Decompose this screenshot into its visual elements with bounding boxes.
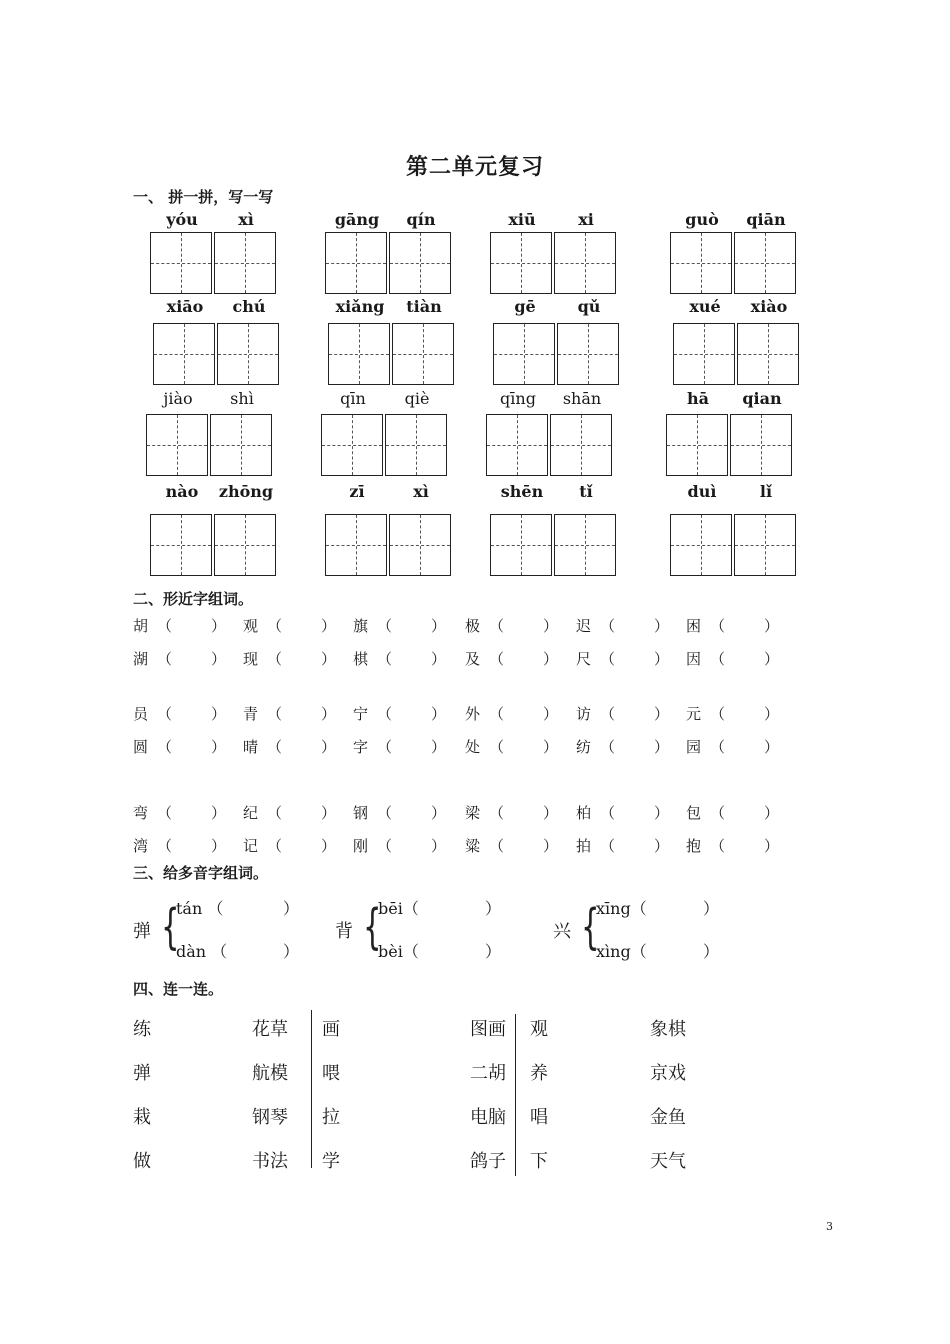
similar-char: 及 <box>465 650 481 668</box>
tianzige-box[interactable] <box>557 323 619 385</box>
connect-word[interactable]: 象棋 <box>650 1019 686 1040</box>
pinyin-label: nào <box>165 482 199 501</box>
paren-open: （ <box>157 705 173 723</box>
tianzige-box[interactable] <box>153 323 215 385</box>
paren-open: （ <box>710 705 726 723</box>
connect-word[interactable]: 唱 <box>530 1107 548 1128</box>
paren-close: ） <box>211 837 227 855</box>
paren-close: ） <box>321 738 337 756</box>
paren-close: ） <box>543 705 559 723</box>
paren-close: ） <box>321 804 337 822</box>
paren-open: （ <box>710 837 726 855</box>
tianzige-box[interactable] <box>385 414 447 476</box>
pinyin-label: shì <box>230 389 254 408</box>
similar-char: 弯 <box>133 804 149 822</box>
paren-open: （ <box>710 650 726 668</box>
paren-open: （ <box>710 804 726 822</box>
pinyin-label: chú <box>232 297 266 316</box>
tianzige-box[interactable] <box>217 323 279 385</box>
page-number: 3 <box>826 1220 833 1233</box>
connect-word[interactable]: 练 <box>133 1019 151 1040</box>
tianzige-box[interactable] <box>554 232 616 294</box>
paren-open: （ <box>710 617 726 635</box>
similar-char: 晴 <box>243 738 259 756</box>
answer-blank[interactable] <box>283 615 319 635</box>
paren-open: （ <box>267 738 283 756</box>
pinyin-label: gāng <box>334 210 380 229</box>
paren-close: ） <box>431 837 447 855</box>
section-1-heading: 一、 拼一拼，写一写 <box>133 188 274 206</box>
tianzige-box[interactable] <box>325 514 387 576</box>
paren-close: ） <box>211 804 227 822</box>
divider-line <box>515 1014 516 1176</box>
pinyin-label: shēn <box>500 482 544 501</box>
similar-char: 宁 <box>353 705 369 723</box>
paren-open: （ <box>377 617 393 635</box>
paren-open: （ <box>600 617 616 635</box>
pinyin-label: qīng <box>500 389 536 408</box>
tianzige-box[interactable] <box>150 514 212 576</box>
tianzige-box[interactable] <box>670 514 732 576</box>
tianzige-box[interactable] <box>670 232 732 294</box>
answer-blank[interactable] <box>283 648 319 668</box>
pinyin-label: zī <box>349 482 365 501</box>
similar-char: 刚 <box>353 837 369 855</box>
polyphone-char: 背 <box>335 921 353 942</box>
answer-blank[interactable] <box>616 736 652 756</box>
polyphone-reading: xìng（ <box>596 942 647 961</box>
similar-char: 迟 <box>576 617 592 635</box>
paren-close: ） <box>211 738 227 756</box>
connect-word[interactable]: 弹 <box>133 1063 151 1084</box>
paren-open: （ <box>267 804 283 822</box>
paren-open: （ <box>157 804 173 822</box>
pinyin-label: shān <box>562 389 602 408</box>
paren-close: ） <box>764 804 780 822</box>
paren-open: （ <box>267 617 283 635</box>
polyphone-char: 弹 <box>133 921 151 942</box>
answer-blank[interactable] <box>393 802 429 822</box>
paren-close: ） <box>764 650 780 668</box>
similar-char: 极 <box>465 617 481 635</box>
similar-char: 拍 <box>576 837 592 855</box>
answer-blank[interactable] <box>505 835 541 855</box>
answer-blank[interactable] <box>393 736 429 756</box>
answer-blank[interactable] <box>505 615 541 635</box>
paren-open: （ <box>157 617 173 635</box>
paren-close: ） <box>543 837 559 855</box>
polyphone-reading: dàn （ <box>176 942 228 961</box>
similar-char: 观 <box>243 617 259 635</box>
pinyin-label: qiè <box>404 389 430 408</box>
answer-blank[interactable] <box>505 703 541 723</box>
pinyin-label: tǐ <box>579 482 593 501</box>
tianzige-box[interactable] <box>554 514 616 576</box>
connect-word[interactable]: 鸽子 <box>470 1151 506 1172</box>
polyphone-reading: bèi（ <box>378 942 419 961</box>
paren-open: （ <box>489 705 505 723</box>
paren-open: （ <box>489 738 505 756</box>
answer-blank[interactable] <box>283 802 319 822</box>
connect-word[interactable]: 二胡 <box>470 1063 506 1084</box>
connect-word[interactable]: 观 <box>530 1019 548 1040</box>
similar-char: 元 <box>686 705 702 723</box>
pinyin-label: qín <box>406 210 436 229</box>
similar-char: 纺 <box>576 738 592 756</box>
answer-blank[interactable] <box>616 835 652 855</box>
answer-blank[interactable] <box>173 703 209 723</box>
paren-close: ） <box>283 942 300 961</box>
connect-word[interactable]: 喂 <box>322 1063 340 1084</box>
paren-open: （ <box>377 650 393 668</box>
page-title: 第二单元复习 <box>405 154 544 180</box>
tianzige-box[interactable] <box>486 414 548 476</box>
pinyin-label: hā <box>687 389 709 408</box>
answer-blank[interactable] <box>393 703 429 723</box>
paren-close: ） <box>654 617 670 635</box>
paren-close: ） <box>321 837 337 855</box>
polyphone-reading: bēi（ <box>378 899 419 918</box>
tianzige-box[interactable] <box>490 514 552 576</box>
answer-blank[interactable] <box>283 835 319 855</box>
similar-char: 园 <box>686 738 702 756</box>
similar-char: 尺 <box>576 650 592 668</box>
tianzige-box[interactable] <box>321 414 383 476</box>
paren-open: （ <box>377 837 393 855</box>
brace-symbol: { <box>581 899 600 955</box>
similar-char: 纪 <box>243 804 259 822</box>
paren-open: （ <box>377 705 393 723</box>
paren-close: ） <box>543 804 559 822</box>
connect-word[interactable]: 天气 <box>650 1151 686 1172</box>
polyphone-reading: tán （ <box>176 899 224 918</box>
pinyin-label: xiǎng <box>335 297 385 316</box>
paren-close: ） <box>211 617 227 635</box>
connect-word[interactable]: 电脑 <box>470 1107 506 1128</box>
similar-char: 字 <box>353 738 369 756</box>
pinyin-label: xué <box>689 297 721 316</box>
pinyin-label: lǐ <box>759 482 773 501</box>
answer-blank[interactable] <box>393 835 429 855</box>
connect-word[interactable]: 书法 <box>252 1151 288 1172</box>
paren-open: （ <box>157 650 173 668</box>
similar-char: 抱 <box>686 837 702 855</box>
paren-open: （ <box>600 738 616 756</box>
tianzige-box[interactable] <box>150 232 212 294</box>
answer-blank[interactable] <box>173 835 209 855</box>
answer-blank[interactable] <box>283 736 319 756</box>
answer-blank[interactable] <box>616 703 652 723</box>
similar-char: 员 <box>133 705 149 723</box>
answer-blank[interactable] <box>283 703 319 723</box>
answer-blank[interactable] <box>393 648 429 668</box>
similar-char: 粱 <box>465 837 481 855</box>
paren-close: ） <box>764 837 780 855</box>
pinyin-label: xiū <box>508 210 536 229</box>
paren-close: ） <box>654 804 670 822</box>
similar-char: 胡 <box>133 617 149 635</box>
pinyin-label: xì <box>413 482 429 501</box>
paren-close: ） <box>321 705 337 723</box>
connect-word[interactable]: 京戏 <box>650 1063 686 1084</box>
paren-close: ） <box>321 617 337 635</box>
similar-char: 处 <box>465 738 481 756</box>
pinyin-label: qiān <box>746 210 786 229</box>
connect-word[interactable]: 画 <box>322 1019 340 1040</box>
tianzige-box[interactable] <box>325 232 387 294</box>
connect-word[interactable]: 做 <box>133 1151 151 1172</box>
pinyin-label: qǔ <box>577 297 601 316</box>
paren-close: ） <box>321 650 337 668</box>
paren-close: ） <box>764 617 780 635</box>
polyphone-reading: xīng（ <box>596 899 647 918</box>
answer-blank[interactable] <box>726 703 762 723</box>
brace-symbol: { <box>363 899 382 955</box>
similar-char: 湖 <box>133 650 149 668</box>
paren-open: （ <box>377 738 393 756</box>
paren-open: （ <box>157 738 173 756</box>
tianzige-box[interactable] <box>214 232 276 294</box>
section-4-heading: 四、连一连。 <box>133 980 224 998</box>
tianzige-box[interactable] <box>493 323 555 385</box>
answer-blank[interactable] <box>393 615 429 635</box>
answer-blank[interactable] <box>726 802 762 822</box>
similar-char: 棋 <box>353 650 369 668</box>
similar-char: 钢 <box>353 804 369 822</box>
tianzige-box[interactable] <box>214 514 276 576</box>
paren-close: ） <box>211 705 227 723</box>
pinyin-label: xiāo <box>166 297 204 316</box>
paren-close: ） <box>431 650 447 668</box>
connect-word[interactable]: 养 <box>530 1063 548 1084</box>
tianzige-box[interactable] <box>673 323 735 385</box>
similar-char: 现 <box>243 650 259 668</box>
paren-open: （ <box>600 705 616 723</box>
paren-open: （ <box>489 837 505 855</box>
connect-word[interactable]: 拉 <box>322 1107 340 1128</box>
similar-char: 访 <box>576 705 592 723</box>
similar-char: 圆 <box>133 738 149 756</box>
paren-close: ） <box>654 650 670 668</box>
answer-blank[interactable] <box>173 648 209 668</box>
paren-close: ） <box>543 738 559 756</box>
brace-symbol: { <box>161 899 180 955</box>
paren-open: （ <box>157 837 173 855</box>
tianzige-box[interactable] <box>734 232 796 294</box>
paren-close: ） <box>703 942 720 961</box>
answer-blank[interactable] <box>616 802 652 822</box>
pinyin-label: yóu <box>166 210 198 229</box>
similar-char: 记 <box>243 837 259 855</box>
paren-close: ） <box>654 705 670 723</box>
paren-open: （ <box>710 738 726 756</box>
similar-char: 包 <box>686 804 702 822</box>
tianzige-box[interactable] <box>550 414 612 476</box>
paren-close: ） <box>654 738 670 756</box>
pinyin-label: tiàn <box>406 297 442 316</box>
paren-open: （ <box>377 804 393 822</box>
answer-blank[interactable] <box>616 648 652 668</box>
paren-open: （ <box>600 804 616 822</box>
pinyin-label: gē <box>514 297 536 316</box>
tianzige-box[interactable] <box>146 414 208 476</box>
answer-blank[interactable] <box>726 736 762 756</box>
answer-blank[interactable] <box>726 648 762 668</box>
paren-open: （ <box>267 705 283 723</box>
paren-open: （ <box>600 837 616 855</box>
similar-char: 困 <box>686 617 702 635</box>
tianzige-box[interactable] <box>392 323 454 385</box>
paren-open: （ <box>489 617 505 635</box>
tianzige-box[interactable] <box>734 514 796 576</box>
tianzige-box[interactable] <box>210 414 272 476</box>
connect-word[interactable]: 学 <box>322 1151 340 1172</box>
answer-blank[interactable] <box>505 736 541 756</box>
answer-blank[interactable] <box>173 736 209 756</box>
tianzige-box[interactable] <box>730 414 792 476</box>
similar-char: 青 <box>243 705 259 723</box>
tianzige-box[interactable] <box>666 414 728 476</box>
pinyin-label: zhōng <box>218 482 274 501</box>
pinyin-label: jiào <box>163 389 193 408</box>
pinyin-label: xiào <box>750 297 788 316</box>
answer-blank[interactable] <box>726 835 762 855</box>
similar-char: 湾 <box>133 837 149 855</box>
pinyin-label: qian <box>742 389 782 408</box>
similar-char: 外 <box>465 705 481 723</box>
connect-word[interactable]: 栽 <box>133 1107 151 1128</box>
paren-close: ） <box>431 804 447 822</box>
paren-open: （ <box>267 837 283 855</box>
tianzige-box[interactable] <box>737 323 799 385</box>
connect-word[interactable]: 航模 <box>252 1063 288 1084</box>
paren-close: ） <box>211 650 227 668</box>
similar-char: 梁 <box>465 804 481 822</box>
paren-open: （ <box>267 650 283 668</box>
section-2-heading: 二、形近字组词。 <box>133 590 254 608</box>
divider-line <box>311 1010 312 1168</box>
paren-close: ） <box>431 738 447 756</box>
connect-word[interactable]: 花草 <box>252 1019 288 1040</box>
paren-close: ） <box>703 899 720 918</box>
connect-word[interactable]: 图画 <box>470 1019 506 1040</box>
connect-word[interactable]: 钢琴 <box>252 1107 288 1128</box>
tianzige-box[interactable] <box>328 323 390 385</box>
paren-close: ） <box>431 705 447 723</box>
tianzige-box[interactable] <box>490 232 552 294</box>
paren-close: ） <box>764 705 780 723</box>
paren-close: ） <box>654 837 670 855</box>
pinyin-label: guò <box>685 210 719 229</box>
paren-close: ） <box>283 899 300 918</box>
pinyin-label: xi <box>578 210 594 229</box>
paren-close: ） <box>485 942 502 961</box>
tianzige-box[interactable] <box>389 232 451 294</box>
paren-close: ） <box>764 738 780 756</box>
answer-blank[interactable] <box>173 615 209 635</box>
pinyin-label: qīn <box>340 389 366 408</box>
connect-word[interactable]: 下 <box>530 1151 548 1172</box>
polyphone-char: 兴 <box>553 921 571 942</box>
paren-close: ） <box>431 617 447 635</box>
answer-blank[interactable] <box>505 648 541 668</box>
answer-blank[interactable] <box>726 615 762 635</box>
paren-open: （ <box>600 650 616 668</box>
similar-char: 因 <box>686 650 702 668</box>
connect-word[interactable]: 金鱼 <box>650 1107 686 1128</box>
tianzige-box[interactable] <box>389 514 451 576</box>
paren-close: ） <box>485 899 502 918</box>
paren-open: （ <box>489 650 505 668</box>
pinyin-label: xì <box>238 210 254 229</box>
similar-char: 柏 <box>576 804 592 822</box>
answer-blank[interactable] <box>173 802 209 822</box>
paren-close: ） <box>543 617 559 635</box>
pinyin-label: duì <box>687 482 717 501</box>
answer-blank[interactable] <box>616 615 652 635</box>
paren-close: ） <box>543 650 559 668</box>
similar-char: 旗 <box>353 617 369 635</box>
section-3-heading: 三、给多音字组词。 <box>133 864 269 882</box>
paren-open: （ <box>489 804 505 822</box>
answer-blank[interactable] <box>505 802 541 822</box>
